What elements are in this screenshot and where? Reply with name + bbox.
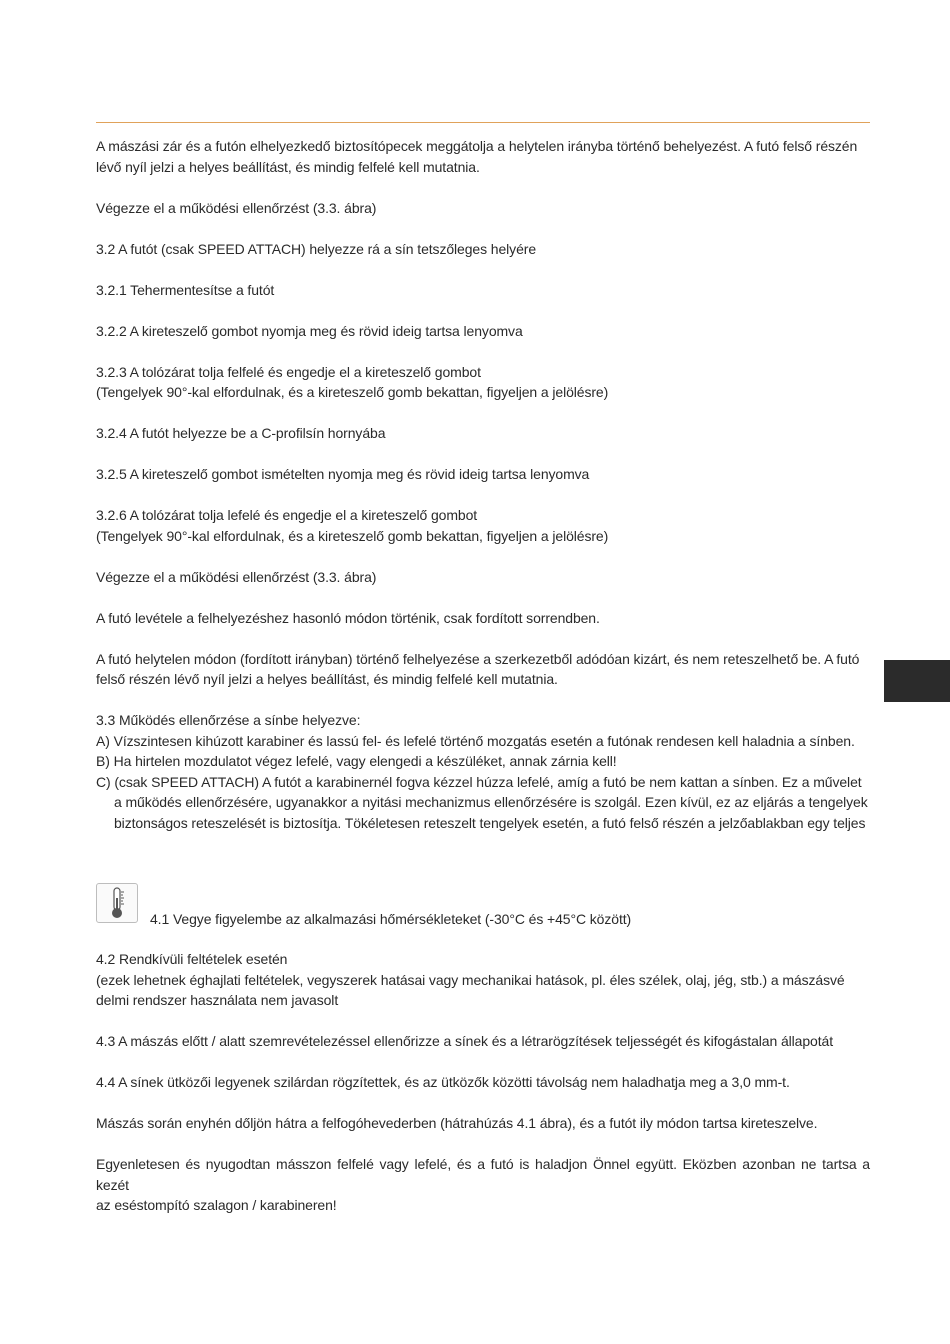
text-line: Egyenletesen és nyugodtan másszon felfelé vagy lefelé, és a futó is haladjon Önnel együtt. Eközben azonban ne tartsa a kezét: [96, 1156, 870, 1193]
temperature-note: 4.1 Vegye figyelembe az alkalmazási hőmérsékleteket (-30°C és +45°C között): [150, 911, 632, 927]
text-line: C) (csak SPEED ATTACH) A futót a karabinernél fogva kézzel húzza lefelé, amíg a futó be nem kattan a sínben. Ez a művelet: [96, 773, 862, 790]
text-line: a működés ellenőrzésére, ugyanakkor a nyitási mechanizmus ellenőrzésére is szolgál. Ezen kívül, ez az eljárás a tengelyek: [114, 794, 868, 810]
text-line: delmi rendszer használata nem javasolt: [96, 992, 339, 1008]
wrong-mounting-paragraph: [96, 649, 870, 690]
step-3-2-1: 3.2.1 Tehermentesítse a futót: [96, 281, 275, 298]
function-check-note: Végezze el a működési ellenőrzést (3.3. ábra): [96, 568, 377, 585]
text-line: biztonságos reteszelését is biztosítja. Tökéletesen reteszelt tengelyek esetén, a futó felső részén a jelzőablakban egy teljes: [114, 814, 866, 831]
step-text: 3.2.6 A tolózárat tolja lefelé és engedje el a kireteszelő gombot: [96, 507, 478, 523]
text-line: felső részén lévő nyíl jelzi a helyes beállítást, és mindig felfelé kell mutatnia.: [96, 671, 558, 687]
step-3-2-5: 3.2.5 A kireteszelő gombot ismételten nyomja meg és rövid ideig tartsa lenyomva: [96, 466, 590, 482]
step-note: (Tengelyek 90°-kal elfordulnak, és a kireteszelő gomb bekattan, figyeljen a jelölésre): [96, 527, 609, 544]
header-rule: [96, 122, 870, 123]
step-text: 3.2.3 A tolózárat tolja felfelé és engedje el a kireteszelő gombot: [96, 363, 481, 380]
function-check-note: Végezze el a működési ellenőrzést (3.3. ábra): [96, 199, 377, 216]
text-line: A futó helytelen módon (fordított irányban) történő felhelyezése a szerkezetből adódóan kizárt, és nem reteszelhető be. A futó: [96, 650, 860, 667]
step-3-2-4: 3.2.4 A futót helyezze be a C-profilsín hornyába: [96, 425, 386, 441]
step-note: (Tengelyek 90°-kal elfordulnak, és a kireteszelő gomb bekattan, figyeljen a jelölésre): [96, 384, 609, 400]
removal-paragraph: A futó levétele a felhelyezéshez hasonló módon történik, csak fordított sorrendben.: [96, 609, 600, 626]
intro-paragraph: [96, 136, 870, 177]
step-3-2: 3.2 A futót (csak SPEED ATTACH) helyezze rá a sín tetszőleges helyére: [96, 240, 537, 257]
list-item: [96, 772, 870, 834]
list-item: B) Ha hirtelen mozdulatot végez lefelé, vagy elengedi a készüléket, annak zárnia kell!: [96, 753, 617, 769]
step-4-2: [96, 949, 870, 1011]
chapter-tab-marker: [884, 660, 950, 702]
text-line: lévő nyíl jelzi a helyes beállítást, és mindig felfelé kell mutatnia.: [96, 158, 480, 175]
text-line: A mászási zár és a futón elhelyezkedő biztosítópecek meggátolja a helytelen irányba történő behelyezést. A futó felső részén: [96, 138, 858, 154]
climb-paragraph: [96, 1154, 870, 1216]
text-line: (ezek lehetnek éghajlati feltételek, vegyszerek hatásai vagy mechanikai hatások, pl. éles szélek, olaj, jég, stb.) a mászásvé: [96, 971, 845, 988]
text-line: az eséstompító szalagon / karabineren!: [96, 1197, 337, 1213]
thermometer-icon: [96, 883, 138, 923]
temperature-row: [96, 885, 870, 929]
step-3-2-2: 3.2.2 A kireteszelő gombot nyomja meg és rövid ideig tartsa lenyomva: [96, 322, 523, 339]
list-item: A) Vízszintesen kihúzott karabiner és lassú fel- és lefelé történő mozgatás esetén a futónak rendesen kell haladnia a sínben.: [96, 732, 855, 749]
step-text: 4.2 Rendkívüli feltételek esetén: [96, 951, 288, 967]
step-3-2-3: [96, 362, 870, 403]
lean-back-paragraph: Mászás során enyhén dőljön hátra a felfogóhevederben (hátrahúzás 4.1 ábra), és a futót ily módon tartsa kireteszelve.: [96, 1115, 818, 1131]
page-content: [96, 136, 870, 1236]
step-3-2-6: [96, 505, 870, 546]
step-4-3: 4.3 A mászás előtt / alatt szemrevételezéssel ellenőrizze a sínek és a létrarögzítések teljességét és kifogástalan állapotát: [96, 1033, 834, 1049]
step-4-4: 4.4 A sínek ütközői legyenek szilárdan rögzítettek, és az ütközők közötti távolság nem haladhatja meg a 3,0 mm-t.: [96, 1074, 790, 1090]
list-title: 3.3 Működés ellenőrzése a sínbe helyezve:: [96, 712, 361, 728]
function-check-list: [96, 710, 870, 833]
